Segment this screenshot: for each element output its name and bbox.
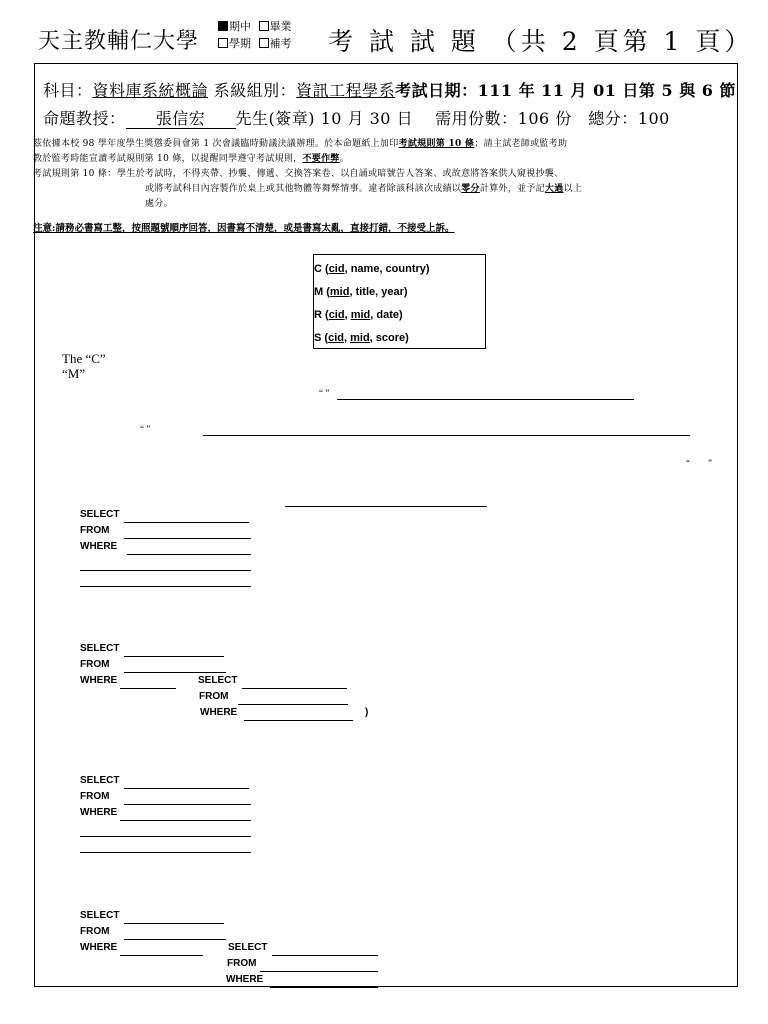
rule-zero: 零分 <box>461 184 480 194</box>
exam-type-checkboxes <box>218 20 292 51</box>
sub-sql-select: SELECT <box>228 942 268 953</box>
m-text: “M” <box>62 366 86 381</box>
exam-header <box>38 20 754 56</box>
answer-line <box>120 688 176 689</box>
answer-line <box>127 554 251 555</box>
rule-text: 以上 <box>563 184 583 194</box>
answer-line <box>238 704 348 705</box>
school-name: 天主教輔仁大學 <box>38 29 200 54</box>
sub-sql-select: SELECT <box>198 675 238 686</box>
blank-line <box>337 399 634 400</box>
answer-line <box>124 656 224 657</box>
question-fragment <box>62 351 106 381</box>
schema-r: R (cid, mid, date) <box>314 309 403 321</box>
sql-select: SELECT <box>80 775 120 786</box>
answer-line <box>124 788 249 789</box>
sql-where: WHERE <box>80 942 118 953</box>
blank-line <box>203 435 690 436</box>
sql-select: SELECT <box>80 509 120 520</box>
rule-label: 考試規則第 10 條： <box>33 169 117 179</box>
blank-line <box>285 506 487 507</box>
signature-and-copies: 先生(簽章) 10 月 30 日 需用份數：106 份 總分：100 <box>235 109 670 128</box>
notice-line-1 <box>33 137 567 152</box>
answer-line <box>120 820 251 821</box>
answer-line <box>124 923 224 924</box>
exam-date: 考試日期：111 年 11 月 01 日第 5 與 6 節 <box>395 81 736 100</box>
sql-from: FROM <box>80 926 110 937</box>
answer-line <box>270 987 378 988</box>
answer-line <box>124 939 226 940</box>
sql-where: WHERE <box>80 541 118 552</box>
dept-label: 系級組別： <box>208 81 297 100</box>
schema-box <box>313 254 486 349</box>
rule-line-2 <box>145 182 582 197</box>
sql-from: FROM <box>80 791 110 802</box>
sql-select: SELECT <box>80 910 120 921</box>
sub-sql-from: FROM <box>227 958 257 969</box>
label-semester: 學期 <box>229 37 251 50</box>
sql-where: WHERE <box>80 807 118 818</box>
the-c-text: The “C” <box>62 351 106 366</box>
sub-sql-from: FROM <box>199 691 229 702</box>
sub-sql-where: WHERE <box>200 707 238 718</box>
checkbox-midterm[interactable] <box>218 21 228 31</box>
answer-line <box>124 538 251 539</box>
close-paren: ) <box>365 707 369 718</box>
rule-line-1: 學生於考試時，不得夾帶、抄襲、傳遞、交換答案卷、以自誦或暗號告人答案、或故意將答案供人窺視抄襲、 <box>117 169 564 179</box>
checkbox-graduation[interactable] <box>259 21 269 31</box>
rule-text: 計算外，並予記 <box>479 184 545 194</box>
professor-name: 張信宏 <box>126 110 236 129</box>
professor-line <box>43 106 670 129</box>
schema-m: M (mid, title, year) <box>314 286 408 298</box>
notice-text: 教於監考時能宣讀考試規則第 10 條，以提醒同學遵守考試規則， <box>33 154 303 164</box>
answer-line <box>80 570 251 571</box>
checkbox-makeup[interactable] <box>259 38 269 48</box>
professor-label: 命題教授： <box>43 109 126 128</box>
sql-select: SELECT <box>80 643 120 654</box>
answer-line <box>124 672 226 673</box>
exam-sheet <box>34 63 738 987</box>
rule-line-3: 處分。 <box>145 199 173 209</box>
answer-line <box>242 688 347 689</box>
sql-from: FROM <box>80 659 110 670</box>
sql-from: FROM <box>80 525 110 536</box>
answer-line <box>124 804 251 805</box>
answer-line <box>120 955 203 956</box>
subject-name: 資料庫系統概論 <box>92 81 209 100</box>
rule-major-demerit: 大過 <box>544 184 564 194</box>
notice-text: 茲依據本校 98 學年度學生獎懲委員會第 1 次會議臨時動議決議辦理。於本命題紙上加印 <box>33 139 399 149</box>
sub-sql-where: WHERE <box>226 974 264 985</box>
quote-mark: “ ” <box>686 458 712 468</box>
dept-name: 資訊工程學系 <box>296 81 396 100</box>
answer-line <box>272 955 378 956</box>
schema-c: C (cid, name, country) <box>314 263 430 275</box>
quote-mark: “ ” <box>140 424 151 434</box>
subject-label: 科目： <box>43 81 93 100</box>
answer-line <box>260 971 378 972</box>
answer-line <box>124 522 249 523</box>
rule-text: 或將考試科目內容製作於桌上或其他物體等舞弊情事。違者除該科該次成績以 <box>145 184 462 194</box>
notice-line-2 <box>33 152 349 167</box>
notice-text: 。 <box>339 154 349 164</box>
label-graduation: 畢業 <box>269 20 292 33</box>
schema-s: S (cid, mid, score) <box>314 332 409 344</box>
subject-line <box>43 78 736 101</box>
label-makeup: 補考 <box>269 37 292 50</box>
quote-mark: “ ” <box>319 388 330 398</box>
writing-warning: 注意:請務必書寫工整，按照題號順序回答，因書寫不清楚，或是書寫太亂，直接打錯，不接受上訴。 <box>33 223 455 234</box>
checkbox-semester[interactable] <box>218 38 228 48</box>
sql-where: WHERE <box>80 675 118 686</box>
notice-rule-ref: 考試規則第 10 條 <box>398 139 475 149</box>
answer-line <box>80 586 251 587</box>
label-midterm: 期中 <box>229 20 251 33</box>
answer-line <box>80 852 251 853</box>
answer-line <box>244 720 353 721</box>
notice-text: ；請主試老師或監考助 <box>474 139 568 149</box>
exam-title: 考 試 試 題 （共 2 頁第 1 頁） <box>328 27 754 56</box>
notice-no-cheating: 不要作弊 <box>302 154 340 164</box>
answer-line <box>80 836 251 837</box>
